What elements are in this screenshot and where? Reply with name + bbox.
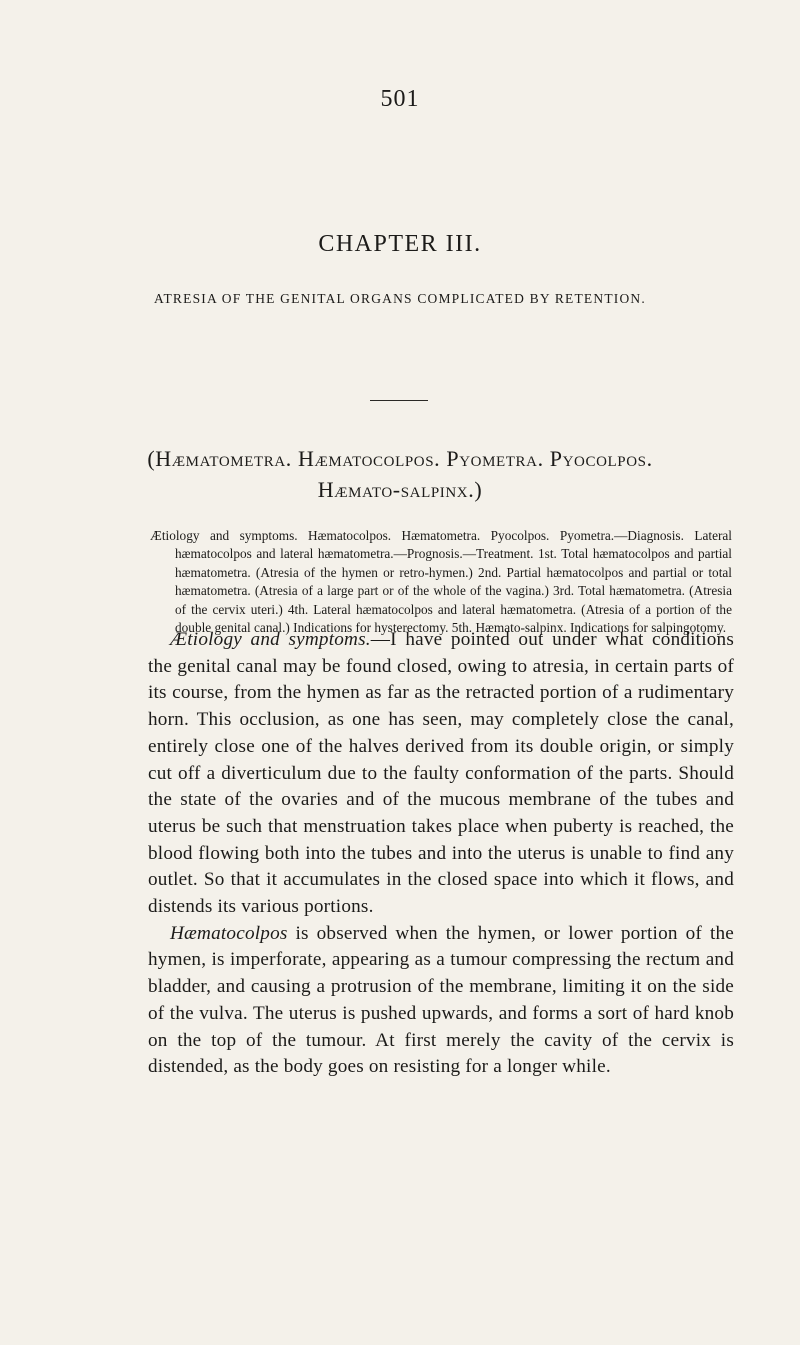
chapter-synopsis bbox=[150, 527, 732, 637]
section-divider bbox=[370, 400, 428, 401]
paragraph-text-etiology: —I have pointed out under what conditions the genital canal may be found closed, owing to atresia, in certain parts of its course, from the hymen as far as the retracted portion of a rudimentary horn. This occlusion, as one has seen, may completely close the canal, entirely close one of the halves derived from its double origin, or simply cut off a diverticulum due to the faulty conformation of the parts. Should the state of the ovaries and of the mucous membrane of the tubes and uterus be such that menstruation takes place when puberty is reached, the blood flowing both into the tubes and into the uterus is unable to find any outlet. So that it accumulates in the closed space into which it flows, and distends its various portions. bbox=[148, 629, 735, 918]
subheading-line-1: (Hæmatometra. Hæmatocolpos. Pyometra. Pyocolpos. bbox=[147, 446, 653, 471]
paragraph-lead-etiology: Ætiology and symptoms. bbox=[170, 629, 371, 650]
chapter-title: CHAPTER III. bbox=[318, 231, 482, 257]
paragraph-lead-haematocolpos: Hæmatocolpos bbox=[170, 922, 288, 944]
subheading-line-2: Hæmato-salpinx.) bbox=[317, 477, 483, 502]
section-subheading bbox=[30, 443, 770, 505]
page-number: 501 bbox=[380, 86, 420, 112]
paragraph-text-haematocolpos: is observed when the hymen, or lower portion of the hymen, is imperforate, appearing as a tumour compressing the rectum and bladder, and causing a protrusion of the membrane, limiting it on the side of the vulva. The uterus is pushed upwards, and forms a sort of hard knob on the top of the tumour. At first merely the cavity of the cervix is distended, as the body goes on resisting for a longer while. bbox=[148, 922, 734, 1078]
paragraph-etiology bbox=[148, 627, 734, 921]
chapter-subtitle: ATRESIA OF THE GENITAL ORGANS COMPLICATED BY RETENTION. bbox=[154, 291, 646, 306]
synopsis-text: Ætiology and symptoms. Hæmatocolpos. Hæmatometra. Pyocolpos. Pyometra.—Diagnosis. Lateral hæmatocolpos and lateral hæmatometra.—Prognosis.—Treatment. 1st. Total hæmatocolpos and partial hæmatometra. (Atresia of the hymen or retro-hymen.) 2nd. Partial hæmatocolpos and partial or total hæmatometra. (Atresia of a large part or of the whole of the vagina.) 3rd. Total hæmatometra. (Atresia of the cervix uteri.) 4th. Lateral hæmatocolpos and lateral hæmatometra. (Atresia of a portion of the double genital canal.) Indications for hysterectomy. 5th. Hæmato-salpinx. Indications for salpingotomy. bbox=[150, 528, 732, 636]
body-text bbox=[148, 627, 734, 1081]
paragraph-haematocolpos bbox=[148, 921, 734, 1081]
